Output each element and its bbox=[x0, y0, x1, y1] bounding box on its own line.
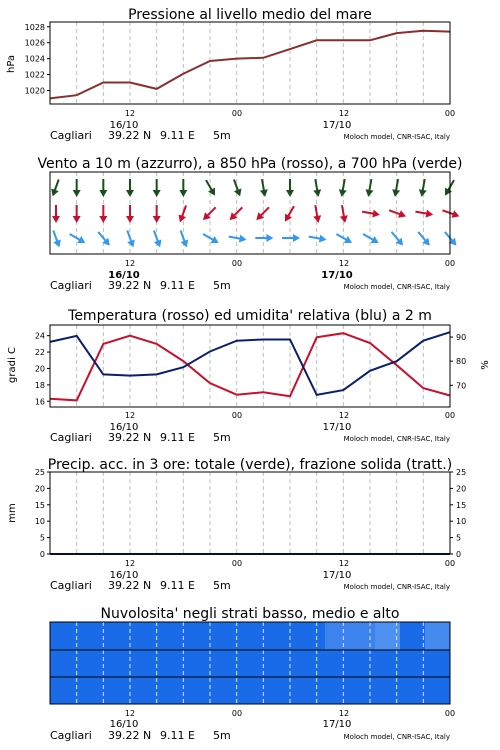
station-name: Cagliari bbox=[50, 729, 92, 742]
temperature-panel bbox=[7, 308, 491, 444]
precip-y-ticks-right bbox=[450, 468, 466, 559]
cloud-cell bbox=[150, 650, 176, 677]
wind-arrow bbox=[179, 179, 187, 197]
tick-label: 00 bbox=[231, 109, 243, 118]
cloud-cell bbox=[125, 650, 151, 677]
precip-title: Precip. acc. in 3 ore: totale (verde), frazione solida (tratt.) bbox=[47, 457, 453, 473]
cloud-cell bbox=[175, 622, 201, 650]
y-tick-label: 20 bbox=[456, 484, 467, 494]
wind-arrow bbox=[228, 233, 247, 244]
date-label: 16/10 bbox=[109, 719, 139, 730]
station-lon: 9.11 E bbox=[160, 279, 195, 292]
y-tick-label: 20 bbox=[34, 484, 45, 494]
cloud-cell bbox=[425, 622, 451, 650]
wind-time-axis bbox=[108, 259, 455, 281]
precip-y-ticks bbox=[35, 468, 50, 559]
tick-label: 00 bbox=[231, 559, 243, 568]
station-lon: 9.11 E bbox=[160, 579, 195, 592]
pressure-y-ticks bbox=[25, 23, 50, 96]
model-credit: Moloch model, CNR-ISAC, Italy bbox=[343, 583, 450, 591]
wind-arrow bbox=[126, 179, 134, 197]
tick-label: 00 bbox=[231, 709, 243, 718]
y-tick-label: 80 bbox=[456, 357, 467, 367]
wind-arrow bbox=[282, 234, 300, 242]
model-credit: Moloch model, CNR-ISAC, Italy bbox=[343, 435, 450, 443]
tick-label: 12 bbox=[338, 109, 350, 118]
humidity-y-ticks bbox=[450, 333, 466, 390]
date-label: 17/10 bbox=[321, 270, 353, 281]
y-tick-label: 15 bbox=[34, 500, 45, 510]
cloud-cell bbox=[400, 677, 426, 704]
station-lon: 9.11 E bbox=[160, 431, 195, 444]
station-name: Cagliari bbox=[50, 431, 92, 444]
tick-label: 12 bbox=[124, 709, 136, 718]
precip-panel bbox=[7, 457, 466, 592]
station-info bbox=[50, 431, 450, 444]
y-tick-label: 15 bbox=[456, 500, 467, 510]
y-tick-label: 90 bbox=[456, 333, 467, 343]
station-lon: 9.11 E bbox=[160, 729, 195, 742]
wind-arrow bbox=[361, 208, 380, 219]
y-tick-label: 70 bbox=[456, 381, 467, 391]
station-lat: 39.22 N bbox=[108, 129, 152, 142]
date-label: 17/10 bbox=[322, 719, 352, 730]
wind-arrow bbox=[73, 205, 81, 223]
cloud-time-axis bbox=[110, 709, 456, 730]
y-tick-label: 1028 bbox=[24, 22, 45, 32]
station-info bbox=[50, 579, 450, 592]
cloud-cell bbox=[250, 677, 276, 704]
wind-arrow bbox=[153, 179, 161, 197]
cloud-cell bbox=[200, 622, 226, 650]
cloud-cell bbox=[300, 622, 326, 650]
wind-arrow bbox=[442, 229, 460, 248]
cloud-cell bbox=[250, 622, 276, 650]
wind-arrow bbox=[334, 231, 354, 247]
cloud-cell bbox=[325, 622, 351, 650]
wind-arrow bbox=[388, 229, 406, 248]
cloud-cell bbox=[50, 677, 76, 704]
wind-arrow bbox=[286, 179, 294, 197]
station-alt: 5m bbox=[213, 129, 231, 142]
cloud-panel bbox=[50, 606, 455, 742]
cloud-cell bbox=[175, 650, 201, 677]
cloud-cell bbox=[225, 677, 251, 704]
wind-arrow bbox=[68, 231, 88, 247]
cloud-cell bbox=[125, 622, 151, 650]
temperature-title: Temperatura (rosso) ed umidita' relativa (blu) a 2 m bbox=[68, 308, 432, 324]
y-tick-label: 5 bbox=[39, 533, 45, 543]
wind-arrow bbox=[388, 207, 408, 221]
tick-label: 12 bbox=[338, 559, 350, 568]
wind-arrow bbox=[126, 205, 134, 223]
tick-label: 12 bbox=[338, 709, 350, 718]
station-alt: 5m bbox=[213, 279, 231, 292]
pressure-panel bbox=[6, 7, 455, 142]
cloud-cell bbox=[75, 677, 101, 704]
pressure-line bbox=[50, 31, 450, 99]
wind-arrow bbox=[52, 205, 60, 223]
station-name: Cagliari bbox=[50, 279, 92, 292]
cloud-cell bbox=[350, 622, 376, 650]
cloud-cell bbox=[275, 650, 301, 677]
tick-label: 12 bbox=[124, 259, 136, 268]
y-tick-label: 10 bbox=[456, 517, 467, 527]
model-credit: Moloch model, CNR-ISAC, Italy bbox=[343, 133, 450, 141]
cloud-cell bbox=[250, 650, 276, 677]
y-tick-label: 22 bbox=[34, 348, 45, 358]
cloud-cell bbox=[350, 650, 376, 677]
y-tick-label: 1026 bbox=[24, 38, 45, 48]
y-tick-label: 1022 bbox=[24, 70, 45, 80]
wind-arrow bbox=[200, 205, 218, 223]
temperature-ylabel: gradi C bbox=[7, 347, 18, 383]
pressure-lines bbox=[50, 31, 450, 99]
y-tick-label: 0 bbox=[39, 550, 45, 559]
station-lat: 39.22 N bbox=[108, 431, 152, 444]
pressure-title: Pressione al livello medio del mare bbox=[128, 7, 372, 23]
wind-arrow bbox=[201, 231, 221, 247]
wind-arrow bbox=[50, 229, 64, 249]
pressure-time-axis bbox=[110, 109, 456, 131]
y-tick-label: 25 bbox=[34, 468, 45, 477]
temperature-time-axis bbox=[110, 411, 456, 433]
wind-arrow bbox=[227, 205, 245, 223]
wind-arrow bbox=[49, 178, 63, 198]
tick-label: 00 bbox=[444, 411, 456, 420]
y-tick-label: 25 bbox=[456, 468, 467, 477]
wind-panel bbox=[37, 156, 462, 292]
y-tick-label: 20 bbox=[34, 364, 45, 374]
cloud-cell bbox=[300, 650, 326, 677]
station-name: Cagliari bbox=[50, 579, 92, 592]
pressure-gridlines bbox=[77, 22, 424, 104]
station-info bbox=[50, 129, 450, 142]
tick-label: 12 bbox=[338, 411, 350, 420]
station-name: Cagliari bbox=[50, 129, 92, 142]
tick-label: 00 bbox=[231, 411, 243, 420]
station-lat: 39.22 N bbox=[108, 579, 152, 592]
wind-arrow bbox=[441, 207, 461, 221]
wind-arrow bbox=[415, 229, 433, 248]
station-info bbox=[50, 279, 450, 292]
cloud-cell bbox=[50, 622, 76, 650]
tick-label: 12 bbox=[124, 559, 136, 568]
cloud-cell bbox=[150, 622, 176, 650]
wind-arrow bbox=[253, 205, 271, 223]
humidity-ylabel: % bbox=[480, 360, 491, 370]
station-alt: 5m bbox=[213, 431, 231, 444]
wind-arrow bbox=[308, 233, 327, 244]
cloud-cell bbox=[75, 622, 101, 650]
cloud-cell bbox=[225, 622, 251, 650]
date-label: 16/10 bbox=[109, 570, 139, 581]
cloud-cell bbox=[275, 622, 301, 650]
cloud-cell bbox=[300, 677, 326, 704]
date-label: 16/10 bbox=[109, 422, 139, 433]
tick-label: 00 bbox=[444, 259, 456, 268]
cloud-cell bbox=[50, 650, 76, 677]
cloud-cell bbox=[200, 650, 226, 677]
cloud-title: Nuvolosita' negli strati basso, medio e alto bbox=[100, 606, 400, 622]
wind-arrow bbox=[99, 179, 107, 197]
wind-arrow bbox=[415, 208, 434, 219]
wind-arrow bbox=[361, 231, 381, 247]
tick-label: 12 bbox=[338, 259, 350, 268]
tick-label: 00 bbox=[444, 559, 456, 568]
pressure-ylabel: hPa bbox=[6, 54, 17, 74]
station-lon: 9.11 E bbox=[160, 129, 195, 142]
temperature-frame bbox=[50, 325, 450, 407]
wind-arrow bbox=[255, 234, 273, 242]
date-label: 17/10 bbox=[322, 570, 352, 581]
temperature-gridlines bbox=[77, 325, 424, 407]
precip-time-axis bbox=[110, 559, 456, 581]
y-tick-label: 5 bbox=[456, 533, 462, 543]
y-tick-label: 16 bbox=[34, 397, 45, 407]
cloud-cell bbox=[200, 677, 226, 704]
tick-label: 12 bbox=[124, 109, 136, 118]
station-alt: 5m bbox=[213, 729, 231, 742]
y-tick-label: 18 bbox=[34, 380, 45, 390]
cloud-cell bbox=[350, 677, 376, 704]
wind-arrow bbox=[153, 205, 161, 223]
cloud-cell bbox=[225, 650, 251, 677]
cloud-cell bbox=[75, 650, 101, 677]
wind-arrow bbox=[95, 229, 113, 248]
y-tick-label: 0 bbox=[456, 550, 462, 559]
cloud-cell bbox=[425, 650, 451, 677]
y-tick-label: 1024 bbox=[24, 54, 45, 64]
station-alt: 5m bbox=[213, 579, 231, 592]
wind-arrow bbox=[73, 179, 81, 197]
wind-arrows bbox=[49, 178, 461, 249]
cloud-cell bbox=[425, 677, 451, 704]
station-lat: 39.22 N bbox=[108, 279, 152, 292]
temperature-line bbox=[50, 333, 450, 400]
model-credit: Moloch model, CNR-ISAC, Italy bbox=[343, 283, 450, 291]
y-tick-label: 1020 bbox=[24, 86, 45, 96]
y-tick-label: 10 bbox=[34, 517, 45, 527]
tick-label: 12 bbox=[124, 411, 136, 420]
y-tick-label: 24 bbox=[34, 331, 45, 341]
wind-title: Vento a 10 m (azzurro), a 850 hPa (rosso), a 700 hPa (verde) bbox=[37, 156, 463, 172]
model-credit: Moloch model, CNR-ISAC, Italy bbox=[343, 733, 450, 741]
cloud-cell bbox=[400, 650, 426, 677]
precip-frame bbox=[50, 472, 450, 554]
cloud-cell bbox=[125, 677, 151, 704]
cloud-cell bbox=[150, 677, 176, 704]
cloud-cell bbox=[325, 677, 351, 704]
tick-label: 00 bbox=[231, 259, 243, 268]
date-label: 17/10 bbox=[322, 120, 352, 131]
temperature-humidity-lines bbox=[50, 332, 450, 400]
tick-label: 00 bbox=[444, 709, 456, 718]
wind-frame bbox=[50, 172, 450, 254]
station-lat: 39.22 N bbox=[108, 729, 152, 742]
precip-ylabel: mm bbox=[7, 503, 18, 523]
cloud-cell bbox=[275, 677, 301, 704]
station-info bbox=[50, 729, 450, 742]
temperature-y-ticks bbox=[35, 332, 50, 407]
precip-gridlines bbox=[77, 472, 424, 554]
date-label: 16/10 bbox=[109, 120, 139, 131]
cloud-cell bbox=[325, 650, 351, 677]
cloud-cells bbox=[50, 622, 451, 704]
date-label: 17/10 bbox=[322, 422, 352, 433]
tick-label: 00 bbox=[444, 109, 456, 118]
cloud-cell bbox=[400, 622, 426, 650]
date-label: 16/10 bbox=[108, 270, 140, 281]
cloud-cell bbox=[175, 677, 201, 704]
wind-arrow bbox=[99, 205, 107, 223]
